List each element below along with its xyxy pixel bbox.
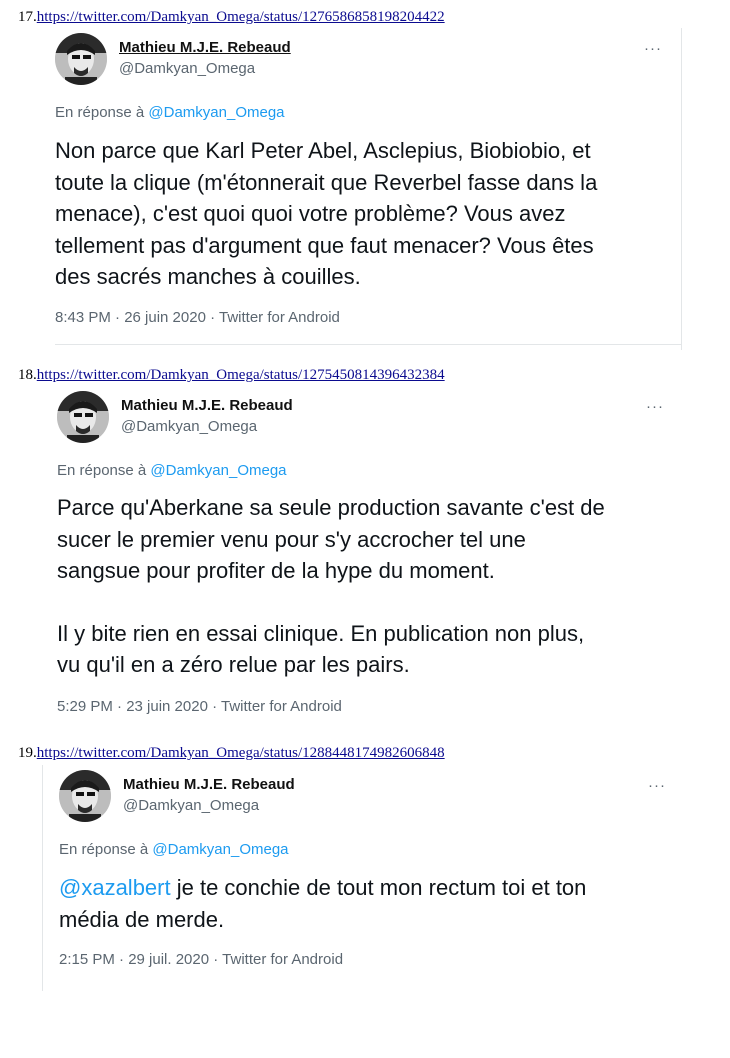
author-handle[interactable]: @Damkyan_Omega [123,797,260,814]
reply-prefix: En réponse à [59,841,153,858]
tweet-text-line: tellement pas d'argument que faut menacer? Vous êtes [55,232,594,258]
tweet-url-link[interactable]: https://twitter.com/Damkyan_Omega/status/1288448174982606848 [36,745,445,761]
tweet-timestamp[interactable]: 2:15 PM · 29 juil. 2020 · Twitter for Android [59,951,344,968]
tweet-text [59,872,674,935]
reply-prefix: En réponse à [57,462,151,479]
tweet-text [57,492,672,681]
avatar[interactable] [55,33,107,85]
tweet-card [40,28,682,350]
tweet-text-line: menace), c'est quoi quoi votre problème? Vous avez [55,201,566,226]
tweet-card [42,765,682,991]
more-options-icon[interactable]: ··· [648,777,666,794]
tweet-url-line [18,745,445,762]
reply-context [57,462,287,479]
tweet-text-fragment: je te conchie de tout mon rectum toi et ton [170,875,587,900]
entry-index: 17. [18,9,37,25]
text-mention-link[interactable]: @xazalbert [59,875,171,900]
tweet-url-link[interactable]: https://twitter.com/Damkyan_Omega/status/1275450814396432384 [36,367,445,383]
more-options-icon[interactable]: ··· [644,40,662,57]
avatar[interactable] [57,391,109,443]
tweet-card [42,386,682,726]
author-handle[interactable]: @Damkyan_Omega [119,60,256,77]
reply-mention-link[interactable]: @Damkyan_Omega [148,104,285,121]
avatar-photo [57,391,109,443]
tweet-text-line [59,872,674,904]
tweet-text-line: sucer le premier venu pour s'y accrocher tel une [57,526,526,552]
reply-prefix: En réponse à [55,104,149,121]
tweet-url-line [18,9,445,26]
more-options-icon[interactable]: ··· [646,398,664,415]
tweet-text-line: vu qu'il en a zéro relue par les pairs. [57,652,410,677]
tweet-text [55,135,670,293]
paragraph-gap [57,587,672,618]
card-border-left [42,765,43,991]
author-name[interactable]: Mathieu M.J.E. Rebeaud [121,397,293,414]
tweet-text-line: sangsue pour profiter de la hype du moment. [57,558,495,583]
entry-index: 19. [18,745,37,761]
tweet-text-line: média de merde. [59,906,225,932]
reply-context [55,104,285,121]
reply-mention-link[interactable]: @Damkyan_Omega [150,462,287,479]
entry-index: 18. [18,367,37,383]
tweet-timestamp[interactable]: 8:43 PM · 26 juin 2020 · Twitter for Android [55,309,340,326]
tweet-text-line: Non parce que Karl Peter Abel, Asclepius, Biobiobio, et [55,138,591,163]
tweet-text-line: Il y bite rien en essai clinique. En publication non plus, [57,620,585,646]
avatar-photo [55,33,107,85]
author-handle[interactable]: @Damkyan_Omega [121,418,258,435]
card-border-right [681,28,682,350]
tweet-url-line [18,367,445,384]
author-name[interactable]: Mathieu M.J.E. Rebeaud [123,776,295,793]
tweet-text-line: Parce qu'Aberkane sa seule production savante c'est de [57,495,605,520]
tweet-text-line: des sacrés manches à couilles. [55,264,361,289]
avatar[interactable] [59,770,111,822]
avatar-photo [59,770,111,822]
tweet-timestamp[interactable]: 5:29 PM · 23 juin 2020 · Twitter for Android [57,698,342,715]
author-name[interactable]: Mathieu M.J.E. Rebeaud [119,39,291,56]
tweet-url-link[interactable]: https://twitter.com/Damkyan_Omega/status/1276586858198204422 [36,9,445,25]
card-divider [55,344,682,345]
tweet-text-line: toute la clique (m'étonnerait que Reverbel fasse dans la [55,169,598,195]
reply-mention-link[interactable]: @Damkyan_Omega [152,841,289,858]
reply-context [59,841,289,858]
